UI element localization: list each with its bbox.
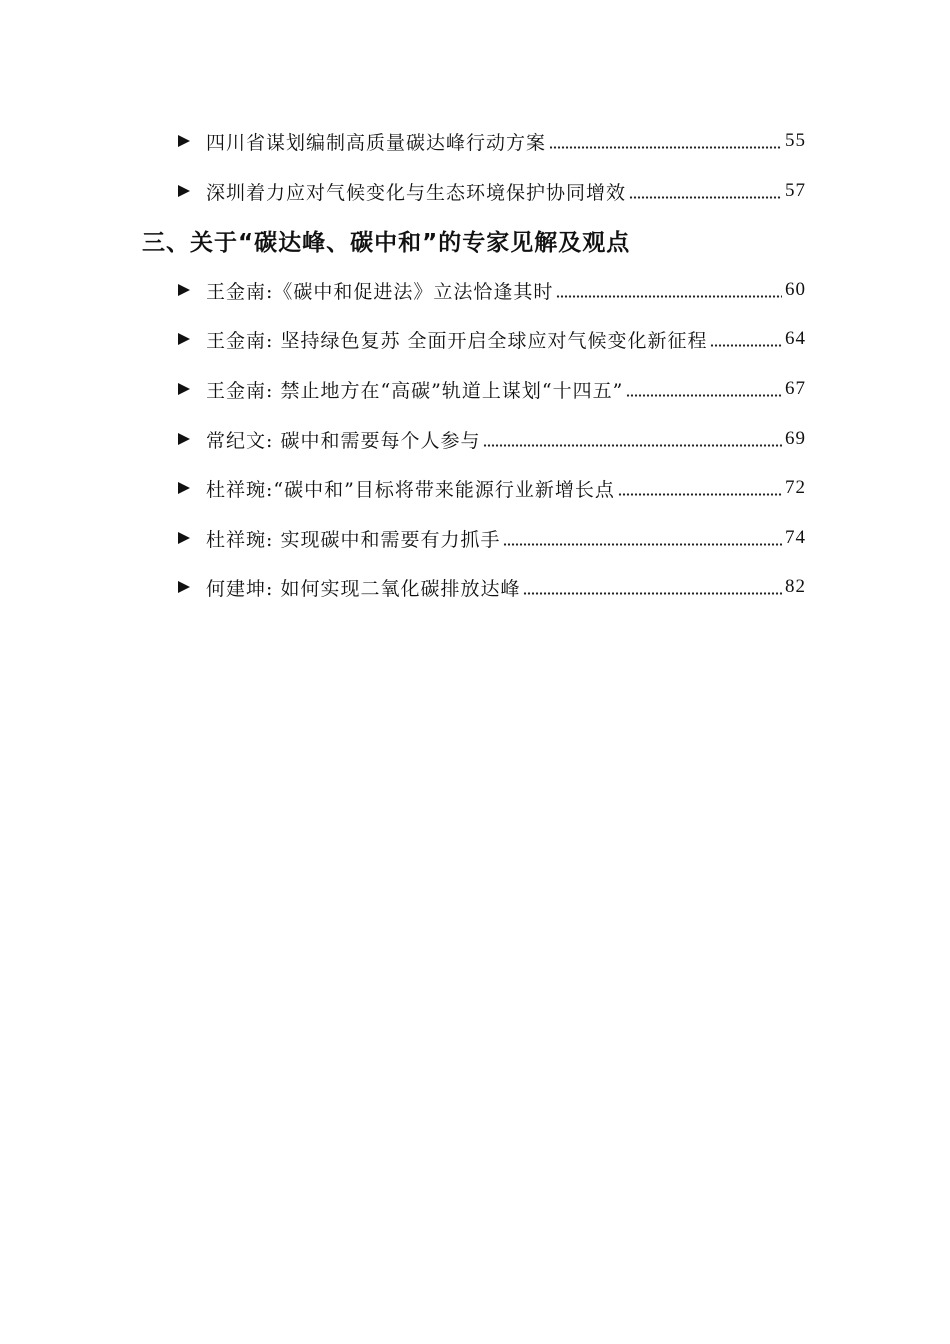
dot-leader	[626, 394, 782, 397]
dot-leader	[618, 493, 782, 496]
toc-entry-title: 何建坤: 如何实现二氧化碳排放达峰	[206, 577, 521, 600]
toc-entry[interactable]	[178, 424, 806, 454]
toc-entry-page: 67	[785, 378, 806, 399]
dot-leader	[710, 344, 782, 347]
toc-entry-title: 王金南: 坚持绿色复苏 全面开启全球应对气候变化新征程	[206, 329, 708, 352]
arrow-bullet-icon	[178, 333, 190, 345]
arrow-bullet-icon	[178, 581, 190, 593]
dot-leader	[483, 444, 782, 447]
toc-entry[interactable]	[178, 275, 806, 305]
toc-entry-title: 常纪文: 碳中和需要每个人参与	[206, 429, 481, 452]
toc-entry-page: 69	[785, 428, 806, 449]
dot-leader	[629, 196, 782, 199]
arrow-bullet-icon	[178, 433, 190, 445]
dot-leader	[503, 543, 782, 546]
toc-entry-page: 64	[785, 328, 806, 349]
toc-entry[interactable]	[178, 572, 806, 602]
arrow-bullet-icon	[178, 284, 190, 296]
toc-entry-title: 深圳着力应对气候变化与生态环境保护协同增效	[206, 181, 627, 204]
dot-leader	[523, 592, 782, 595]
toc-entry[interactable]	[178, 523, 806, 553]
arrow-bullet-icon	[178, 532, 190, 544]
arrow-bullet-icon	[178, 135, 190, 147]
toc-entry-title: 杜祥琬: 实现碳中和需要有力抓手	[206, 528, 501, 551]
toc-entry-title: 王金南: 禁止地方在“高碳”轨道上谋划“十四五”	[206, 379, 624, 402]
toc-entry-page: 82	[785, 576, 806, 597]
toc-entry-page: 72	[785, 477, 806, 498]
toc-entry-title: 四川省谋划编制高质量碳达峰行动方案	[206, 131, 547, 154]
toc-entry-page: 55	[785, 130, 806, 151]
toc-entry-page: 57	[785, 180, 806, 201]
toc-entry-title: 王金南:《碳中和促进法》立法恰逢其时	[206, 280, 554, 303]
dot-leader	[549, 146, 782, 149]
dot-leader	[556, 295, 782, 298]
toc-entry[interactable]	[178, 126, 806, 156]
arrow-bullet-icon	[178, 383, 190, 395]
toc-entry[interactable]	[178, 176, 806, 206]
section-heading: 三、关于“碳达峰、碳中和”的专家见解及观点	[142, 230, 631, 256]
toc-entry-page: 74	[785, 527, 806, 548]
toc-entry-page: 60	[785, 279, 806, 300]
toc-entry[interactable]	[178, 374, 806, 404]
arrow-bullet-icon	[178, 482, 190, 494]
toc-entry[interactable]	[178, 473, 806, 503]
toc-entry[interactable]	[178, 324, 806, 354]
arrow-bullet-icon	[178, 185, 190, 197]
toc-entry-title: 杜祥琬:“碳中和”目标将带来能源行业新增长点	[206, 478, 615, 501]
